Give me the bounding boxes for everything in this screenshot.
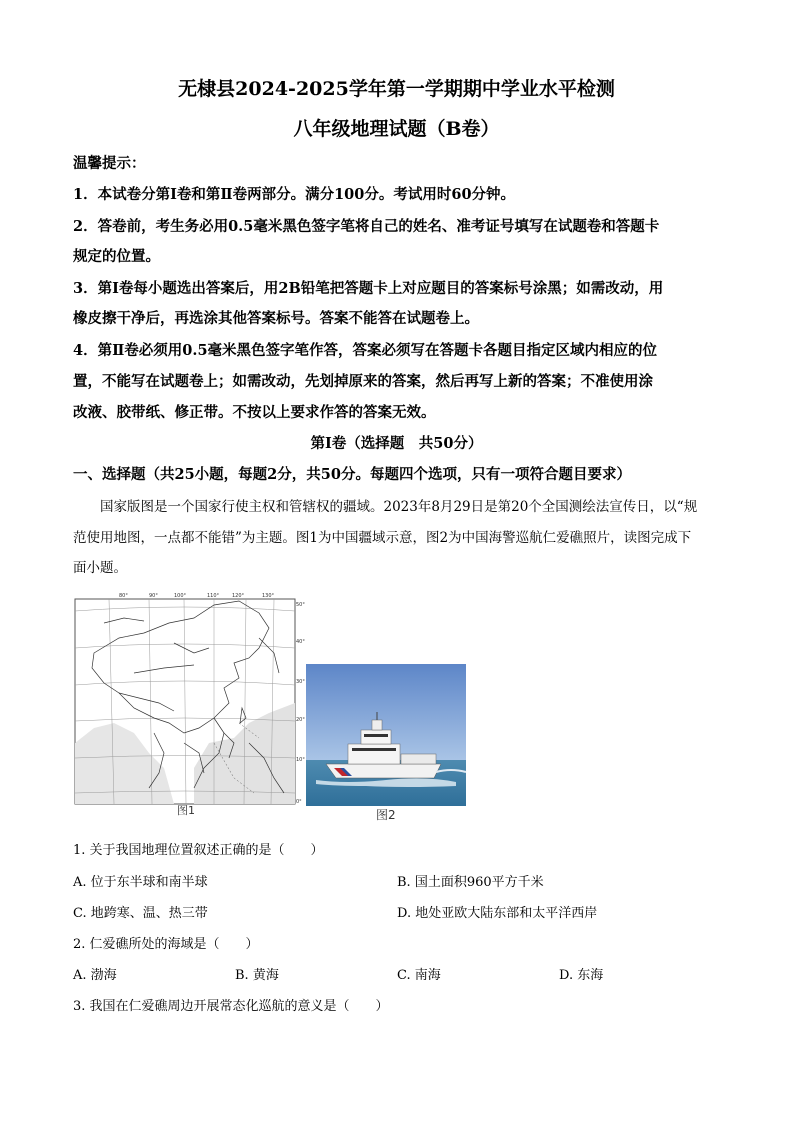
question-1-stem: 1. 关于我国地理位置叙述正确的是（ ） [73, 843, 324, 858]
tip-line-3b: 橡皮擦干净后，再选涂其他答案标号。答案不能答在试题卷上。 [73, 310, 479, 327]
lon-label: 120° [232, 593, 245, 599]
tip-line-2b: 规定的位置。 [73, 248, 160, 265]
question-2-stem: 2. 仁爱礁所处的海域是（ ） [73, 937, 259, 952]
part1-heading: 第Ⅰ卷（选择题 共50分） [310, 435, 483, 452]
tip-line-4b: 置，不能写在试题卷上；如需改动，先划掉原来的答案，然后再写上新的答案；不准使用涂 [73, 373, 653, 390]
lon-label: 110° [207, 593, 220, 599]
tip-line-1: 1．本试卷分第Ⅰ卷和第Ⅱ卷两部分。满分100分。考试用时60分钟。 [73, 186, 516, 203]
lat-label: 40° [296, 639, 305, 645]
q2-option-b: B. 黄海 [235, 968, 279, 983]
q1-option-a: A. 位于东半球和南半球 [73, 875, 208, 890]
q1-option-c: C. 地跨寒、温、热三带 [73, 906, 208, 921]
tip-line-2a: 2．答卷前，考生务必用0.5毫米黑色签字笔将自己的姓名、准考证号填写在试题卷和答题卡 [73, 218, 660, 235]
passage-line-2: 范使用地图，一点都不能错”为主题。图1为中国疆域示意，图2为中国海警巡航仁爱礁照片，读图完成下 [73, 530, 692, 546]
lon-label: 100° [174, 593, 187, 599]
coast-guard-ship-photo [306, 664, 466, 806]
lat-label: 10° [296, 757, 305, 763]
page-title: 无棣县2024-2025学年第一学期期中学业水平检测 [178, 78, 615, 100]
lat-label: 50° [296, 602, 305, 608]
q1-option-b: B. 国土面积960平方千米 [397, 875, 544, 890]
question-3-stem: 3. 我国在仁爱礁周边开展常态化巡航的意义是（ ） [73, 999, 389, 1014]
tip-line-4c: 改液、胶带纸、修正带。不按以上要求作答的答案无效。 [73, 404, 436, 421]
tip-line-3a: 3．第Ⅰ卷每小题选出答案后，用2B铅笔把答题卡上对应题目的答案标号涂黑；如需改动，用 [73, 280, 664, 297]
figure1-caption: 图1 [177, 804, 195, 817]
lat-label: 0° [296, 799, 302, 805]
passage-line-3: 面小题。 [73, 560, 127, 576]
q2-option-d: D. 东海 [559, 968, 604, 983]
q1-option-d: D. 地处亚欧大陆东部和太平洋西岸 [397, 906, 598, 921]
lon-label: 130° [262, 593, 275, 599]
passage-line-1: 国家版图是一个国家行使主权和管辖权的疆域。2023年8月29日是第20个全国测绘法宣传日，以“规 [100, 499, 698, 515]
lat-label: 20° [296, 717, 305, 723]
china-territory-map [74, 593, 305, 817]
page-subtitle: 八年级地理试题（B卷） [293, 118, 500, 140]
tips-heading: 温馨提示： [73, 155, 146, 172]
lon-label: 90° [149, 593, 158, 599]
q2-option-a: A. 渤海 [73, 968, 117, 983]
q2-option-c: C. 南海 [397, 968, 441, 983]
lat-label: 30° [296, 679, 305, 685]
tip-line-4a: 4．第Ⅱ卷必须用0.5毫米黑色签字笔作答，答案必须写在答题卡各题目指定区域内相应的位 [73, 342, 658, 359]
figure2-caption: 图2 [376, 808, 396, 822]
lon-label: 80° [119, 593, 128, 599]
section-heading: 一、选择题（共25小题，每题2分，共50分。每题四个选项，只有一项符合题目要求） [73, 466, 631, 483]
